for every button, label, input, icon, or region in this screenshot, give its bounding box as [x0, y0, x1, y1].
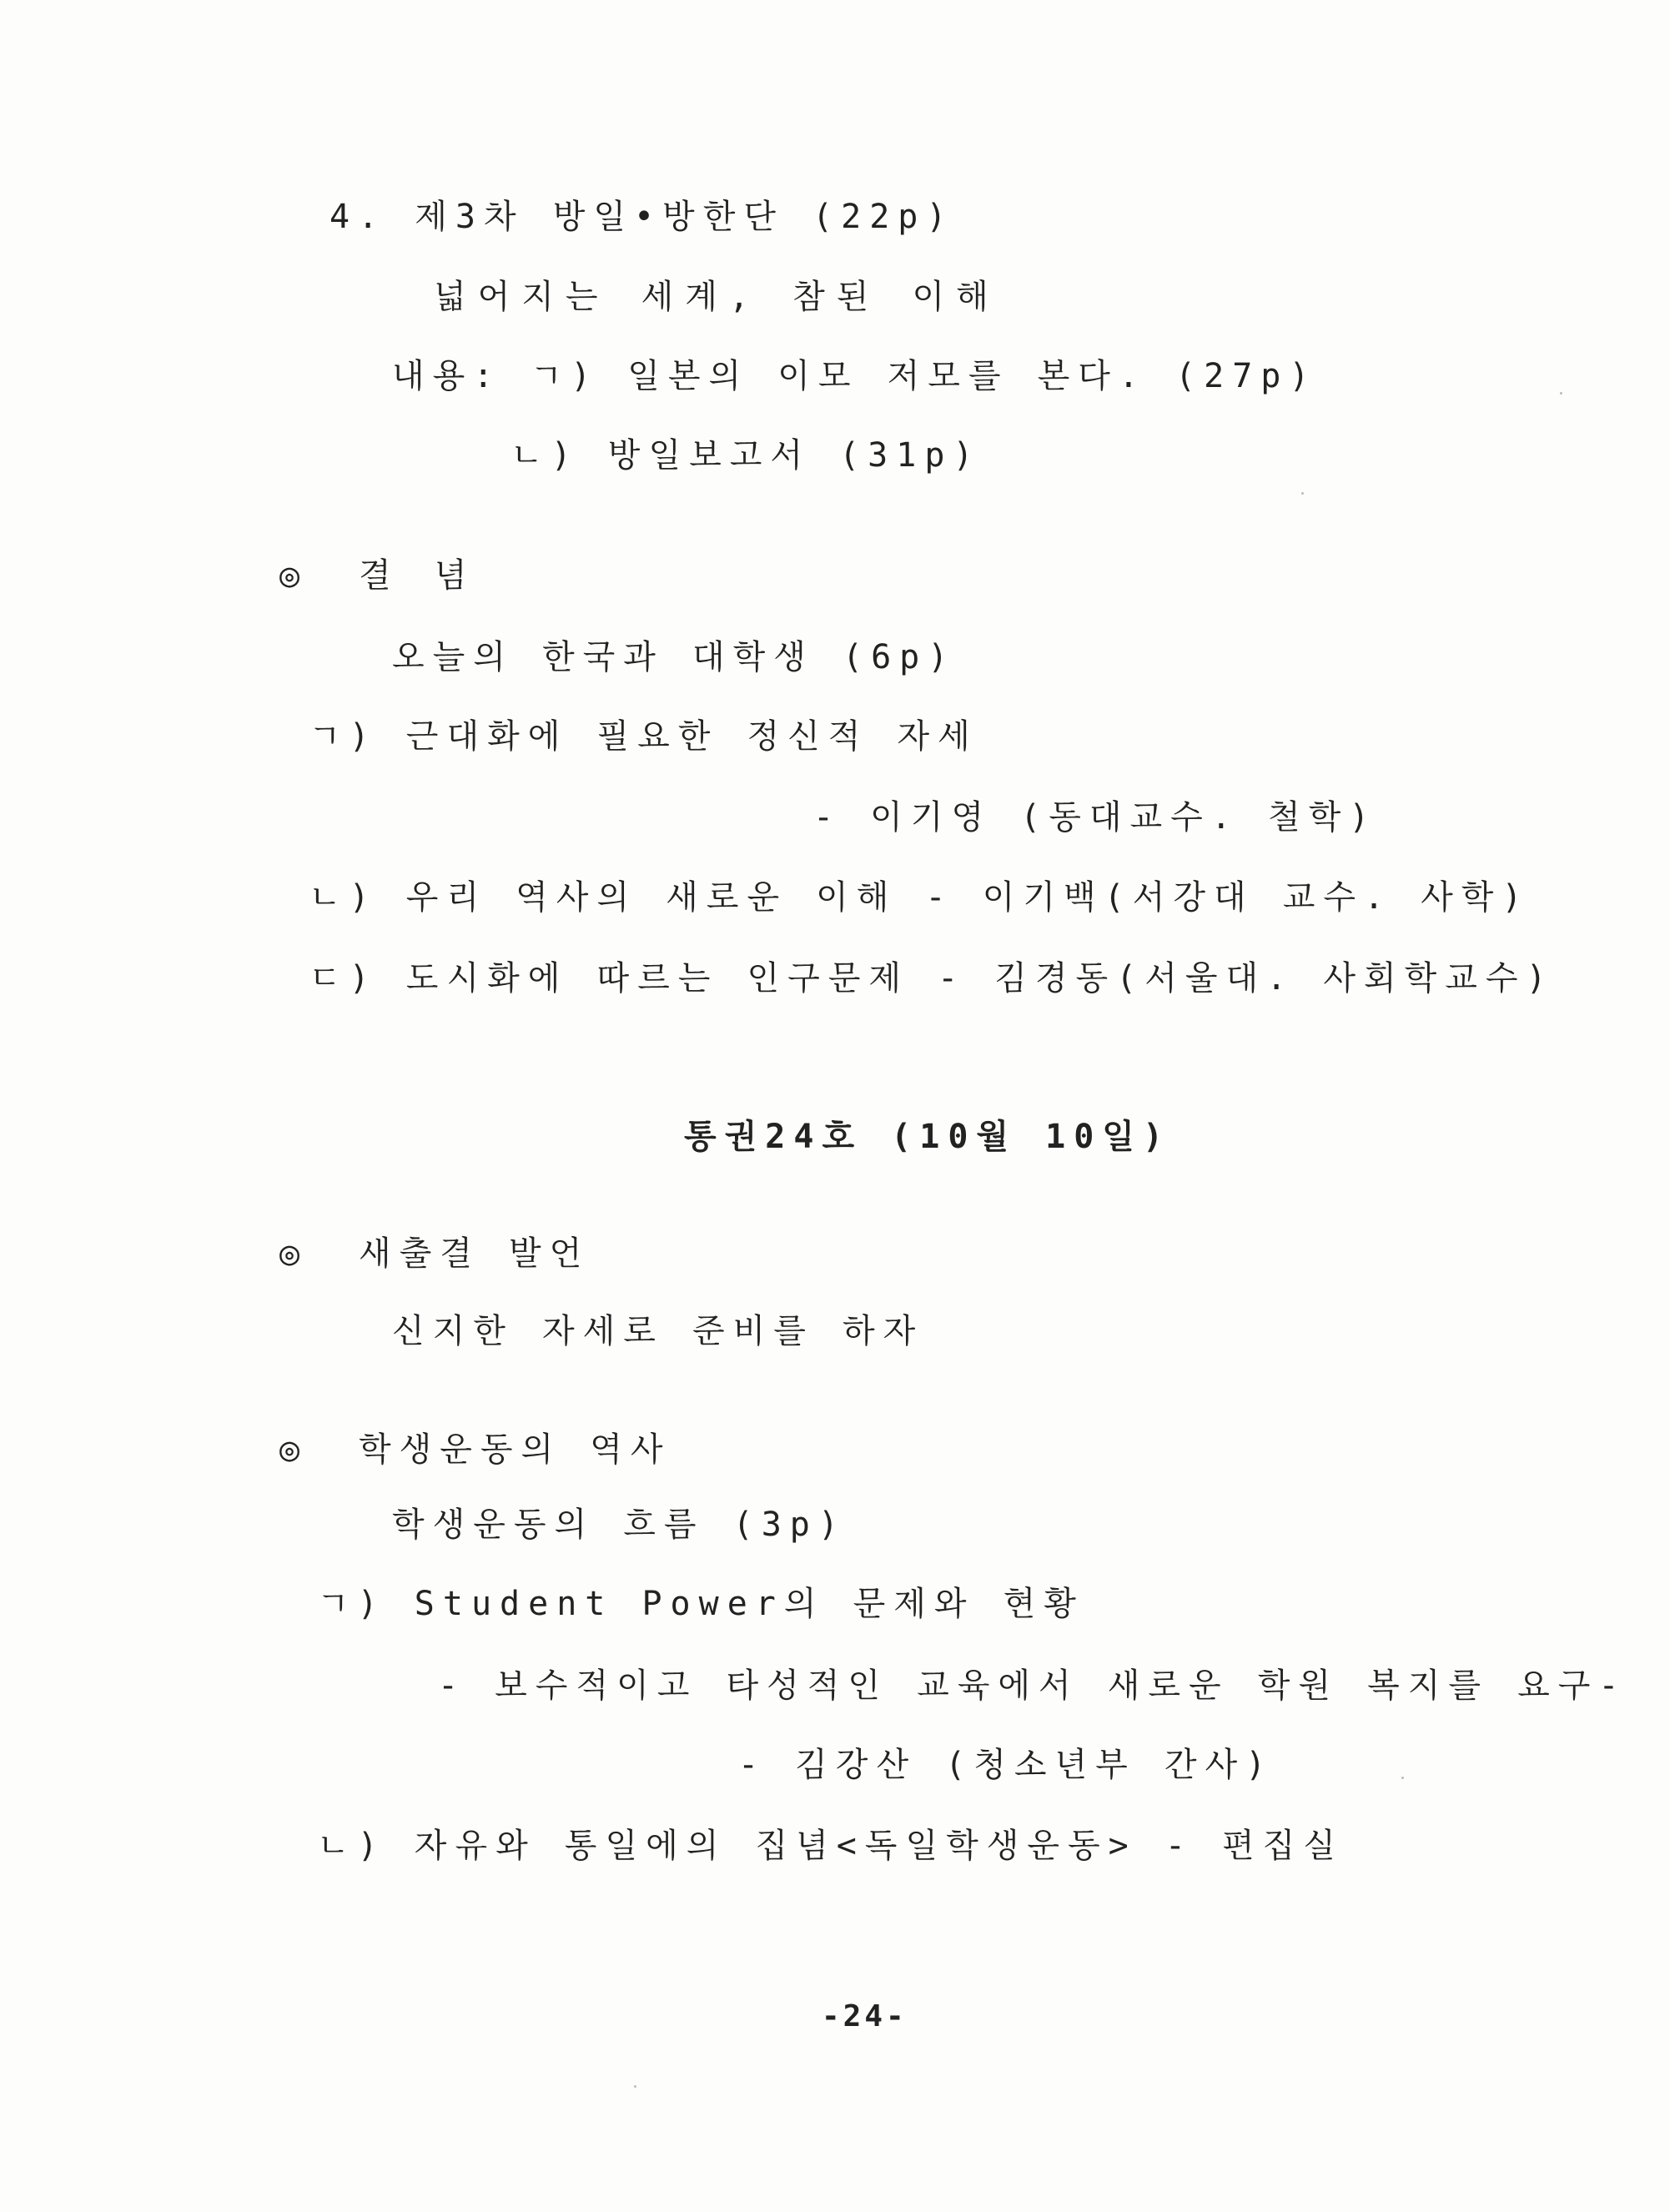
section-speech-subtitle: 신지한 자세로 준비를 하자 — [392, 1312, 924, 1350]
page-number: -24- — [822, 1999, 908, 2034]
section-thought-item-a: ㄱ) 근대화에 필요한 정신적 자세 — [309, 717, 978, 756]
section-history-item-a-author: - 김강산 (청소년부 간사) — [738, 1746, 1275, 1784]
section-4-item-a: 내용: ㄱ) 일본의 이모 저모를 본다. (27p) — [392, 357, 1318, 395]
section-4-item-b: ㄴ) 방일보고서 (31p) — [511, 436, 982, 475]
section-thought-heading: 결 념 — [359, 556, 479, 595]
section-4-heading: 4. 제3차 방일•방한단 (22p) — [329, 198, 955, 236]
section-history-item-b: ㄴ) 자유와 통일에의 집념<독일학생운동> - 편집실 — [317, 1827, 1344, 1865]
section-speech-heading: 새출결 발언 — [359, 1234, 591, 1273]
section-history-marker: ◎ — [279, 1430, 309, 1469]
section-thought-item-c: ㄷ) 도시화에 따르는 인구문제 - 김경동(서울대. 사회학교수) — [309, 959, 1555, 998]
section-4-subtitle: 넓어지는 세계, 참된 이해 — [434, 278, 1000, 316]
section-thought-subtitle: 오늘의 한국과 대학생 (6p) — [392, 638, 957, 676]
section-history-heading: 학생운동의 역사 — [359, 1430, 672, 1469]
issue-header: 통권24호 (10월 10일) — [684, 1118, 1172, 1156]
scan-speck — [634, 2085, 636, 2088]
scan-speck — [1301, 492, 1304, 495]
section-thought-item-b: ㄴ) 우리 역사의 새로운 이해 - 이기백(서강대 교수. 사학) — [309, 878, 1531, 917]
scan-speck — [1560, 392, 1562, 395]
section-thought-marker: ◎ — [279, 556, 309, 595]
section-thought-item-a-author: - 이기영 (동대교수. 철학) — [813, 798, 1378, 837]
section-speech-marker: ◎ — [279, 1234, 309, 1273]
section-history-subtitle: 학생운동의 흐름 (3p) — [392, 1506, 847, 1544]
section-history-item-a: ㄱ) Student Power의 문제와 현황 — [317, 1585, 1084, 1623]
section-history-item-a-desc: - 보수적이고 타성적인 교육에서 새로운 학원 복지를 요구- — [438, 1667, 1627, 1705]
scan-speck — [1401, 1777, 1404, 1779]
